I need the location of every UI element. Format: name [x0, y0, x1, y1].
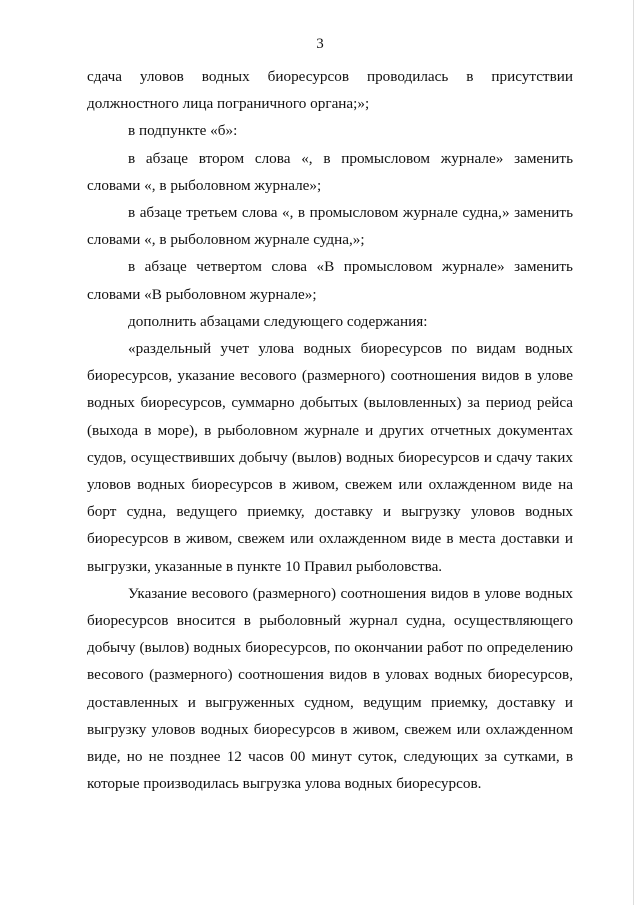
paragraph-weight-ratio: Указание весового (размерного) соотношения видов в улове водных биоресурсов вносится в рыболовный журнал судна, осуществляющего добычу (вылов) водных биоресурсов, по окончании работ по определению весового (размерного) соотношения видов в уловах водных биоресурсов, доставленных и выгруженных судном, ведущим приемку, доставку и выгрузку уловов водных биоресурсов в живом, свежем или охлажденном виде, но не позднее 12 часов 00 минут суток, следующих за сутками, в которые производилась выгрузка улова водных биоресурсов. [87, 584, 573, 793]
paragraph-separate-accounting: «раздельный учет улова водных биоресурсов по видам водных биоресурсов, указание весового (размерного) соотношения видов в улове водных биоресурсов, суммарно добытых (выловленных) за период рейса (выхода в море), в рыболовном журнале и других отчетных документах судов, осуществивших добычу (вылов) водных биоресурсов и сдачу таких уловов водных биоресурсов в живом, свежем или охлажденном виде на борт судна, ведущего приемку, доставку и выгрузку уловов водных биоресурсов в живом, свежем или охлажденном виде в места доставки и выгрузки, указанные в пункте 10 Правил рыболовства. [87, 340, 573, 575]
paragraph-subclause-b: в подпункте «б»: [128, 122, 238, 140]
page-number: 3 [316, 36, 324, 52]
paragraph-delivery-presence: сдача уловов водных биоресурсов проводилась в присутствии должностного лица пограничного органа;»; [87, 68, 573, 113]
document-body [87, 63, 573, 797]
page-edge-line [633, 0, 634, 905]
paragraph-second-abzac: в абзаце втором слова «, в промысловом журнале» заменить словами «, в рыболовном журнале»; [87, 149, 573, 194]
paragraph-supplement-intro: дополнить абзацами следующего содержания: [128, 312, 428, 330]
paragraph-third-abzac: в абзаце третьем слова «, в промысловом журнале судна,» заменить словами «, в рыболовном журнале судна,»; [87, 204, 573, 249]
paragraph-fourth-abzac: в абзаце четвертом слова «В промысловом журнале» заменить словами «В рыболовном журнале»; [87, 258, 573, 303]
